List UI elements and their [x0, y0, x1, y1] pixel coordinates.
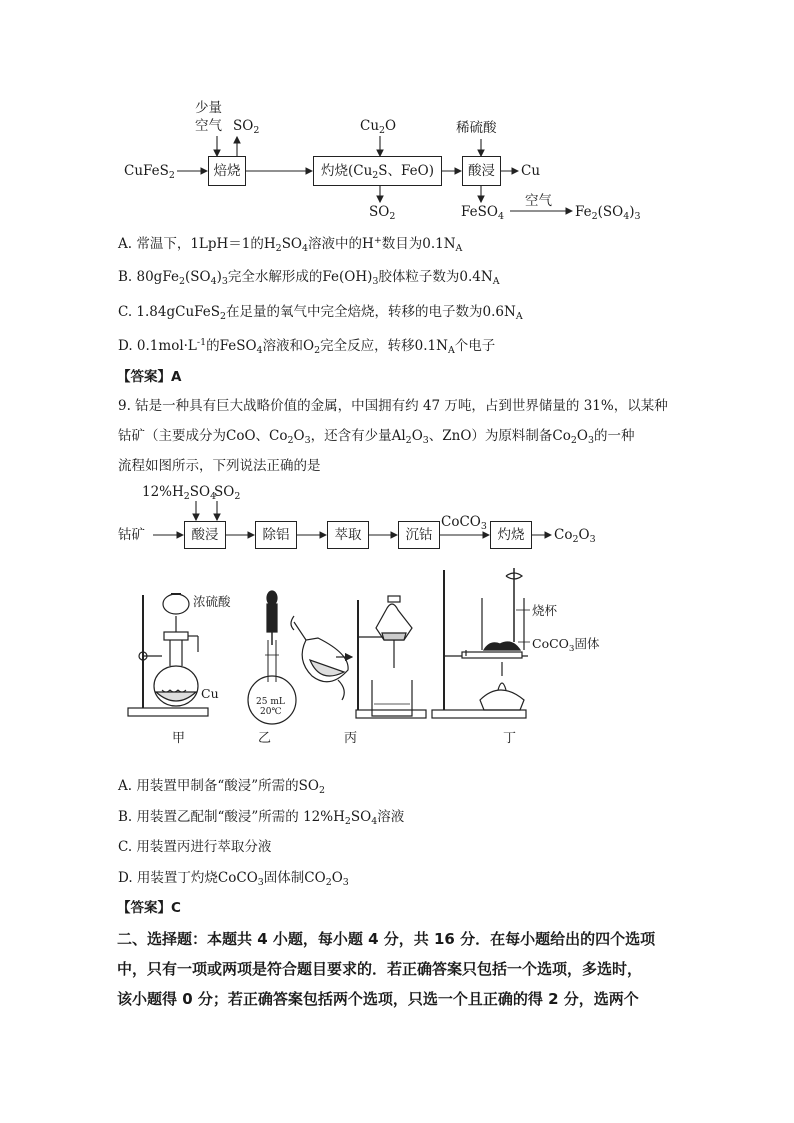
apparatus-ding — [432, 568, 530, 718]
yi-temp-label: 20℃ — [260, 707, 282, 717]
flow2-reagent-so2: $SO_2$ — [214, 484, 241, 502]
q9-option-c: C. 用装置丙进行萃取分液 — [118, 839, 272, 855]
q9-answer: 【答案】C — [117, 900, 181, 916]
section2-line1: 二、选择题：本题共 4 小题，每小题 4 分，共 16 分．在每小题给出的四个选项 — [117, 930, 656, 948]
flow2-step-calcine: 灼烧 — [490, 521, 532, 549]
flow1-cu: Cu — [521, 163, 541, 179]
flow1-leach-box: 酸浸 — [462, 156, 501, 186]
q8-option-d: D. $0.1mol\cdot L^{-1}$的FeSO$_4$溶液和$O_2$完全反应，转移$0.1N_A$个电子 — [118, 337, 496, 356]
q9-stem-line2: 钴矿（主要成分为CoO、$Co_2O_3$，还含有少量$Al_2O_3$、ZnO）为原料制备$Co_2O_3$的一种 — [118, 428, 635, 446]
caption-ding: 丁 — [503, 731, 517, 746]
flow1-air-label: 空气 — [525, 193, 552, 209]
caption-jia: 甲 — [172, 731, 186, 746]
q9-option-b: B. 用装置乙配制“酸浸”所需的 $12\%H_2SO_4$溶液 — [118, 809, 405, 827]
q9-option-d: D. 用装置丁灼烧CoCO$_3$固体制$CO_2O_3$ — [118, 870, 349, 888]
flow1-dilute-acid: 稀硫酸 — [456, 120, 497, 136]
flow1-so2-out: $SO_2$ — [233, 118, 260, 136]
apparatus-bing — [291, 596, 426, 718]
yi-volume-label: 25 mL — [256, 697, 285, 707]
flow1-air: 空气 — [195, 118, 222, 134]
flow2-start: 钴矿 — [118, 527, 145, 543]
ding-solid-label: CoCO$_3$固体 — [532, 636, 600, 654]
flow2-product: $Co_2O_3$ — [554, 527, 596, 545]
flow2-step-acid-leach: 酸浸 — [184, 521, 226, 549]
flow1-feso4: FeSO$_4$ — [461, 204, 504, 222]
flow2-step-extract: 萃取 — [327, 521, 369, 549]
caption-yi: 乙 — [258, 731, 272, 746]
flow1-product: $Fe_2(SO_4)_3$ — [575, 204, 641, 222]
section2-line3: 该小题得 0 分；若正确答案包括两个选项，只选一个且正确的得 2 分，选两个 — [117, 990, 639, 1008]
q8-option-b: B. $80gFe_2(SO_4)_3$完全水解形成的$Fe(OH)_3$胶体粒子数为$0.4N_A$ — [118, 269, 500, 287]
jia-acid-label: 浓硫酸 — [193, 594, 231, 609]
flow2-step-precipitate: 沉钴 — [398, 521, 440, 549]
q9-option-a: A. 用装置甲制备“酸浸”所需的$SO_2$ — [118, 778, 325, 796]
flow1-roast-box: 焙烧 — [208, 156, 246, 186]
flow1-air-amount: 少量 — [195, 100, 222, 116]
apparatus-jia — [128, 594, 208, 716]
flow1-input: CuFeS$_2$ — [124, 163, 175, 181]
flow1-cu2o: $Cu_2O$ — [360, 118, 397, 136]
q9-stem-line3: 流程如图所示，下列说法正确的是 — [118, 458, 321, 474]
ding-beaker-label: 烧杯 — [532, 603, 558, 618]
jia-cu-label: Cu — [201, 686, 219, 701]
flow2-reagent-acid: $12\%H_2SO_4$ — [142, 484, 217, 502]
caption-bing: 丙 — [344, 731, 358, 746]
q8-option-a: A. 常温下，1LpH＝1的$H_2SO_4$溶液中的H+数目为$0.1N_A$ — [118, 235, 463, 254]
q8-answer: 【答案】A — [117, 369, 182, 385]
q8-option-c: C. 1.84gCuFeS$_2$在足量的氧气中完全焙烧，转移的电子数为$0.6N_A$ — [118, 304, 523, 322]
q9-stem-line1: 9. 钴是一种具有巨大战略价值的金属，中国拥有约 47 万吨，占到世界储量的 31%，以某种 — [118, 398, 668, 414]
flow1-burn-box: 灼烧($Cu_2S$、FeO) — [313, 156, 442, 186]
section2-line2: 中，只有一项或两项是符合题目要求的．若正确答案只包括一个选项，多选时， — [117, 960, 643, 978]
flow2-step-remove-al: 除铝 — [255, 521, 297, 549]
flow2-coco3: CoCO$_3$ — [441, 514, 487, 532]
flow1-so2-bottom: $SO_2$ — [369, 204, 396, 222]
